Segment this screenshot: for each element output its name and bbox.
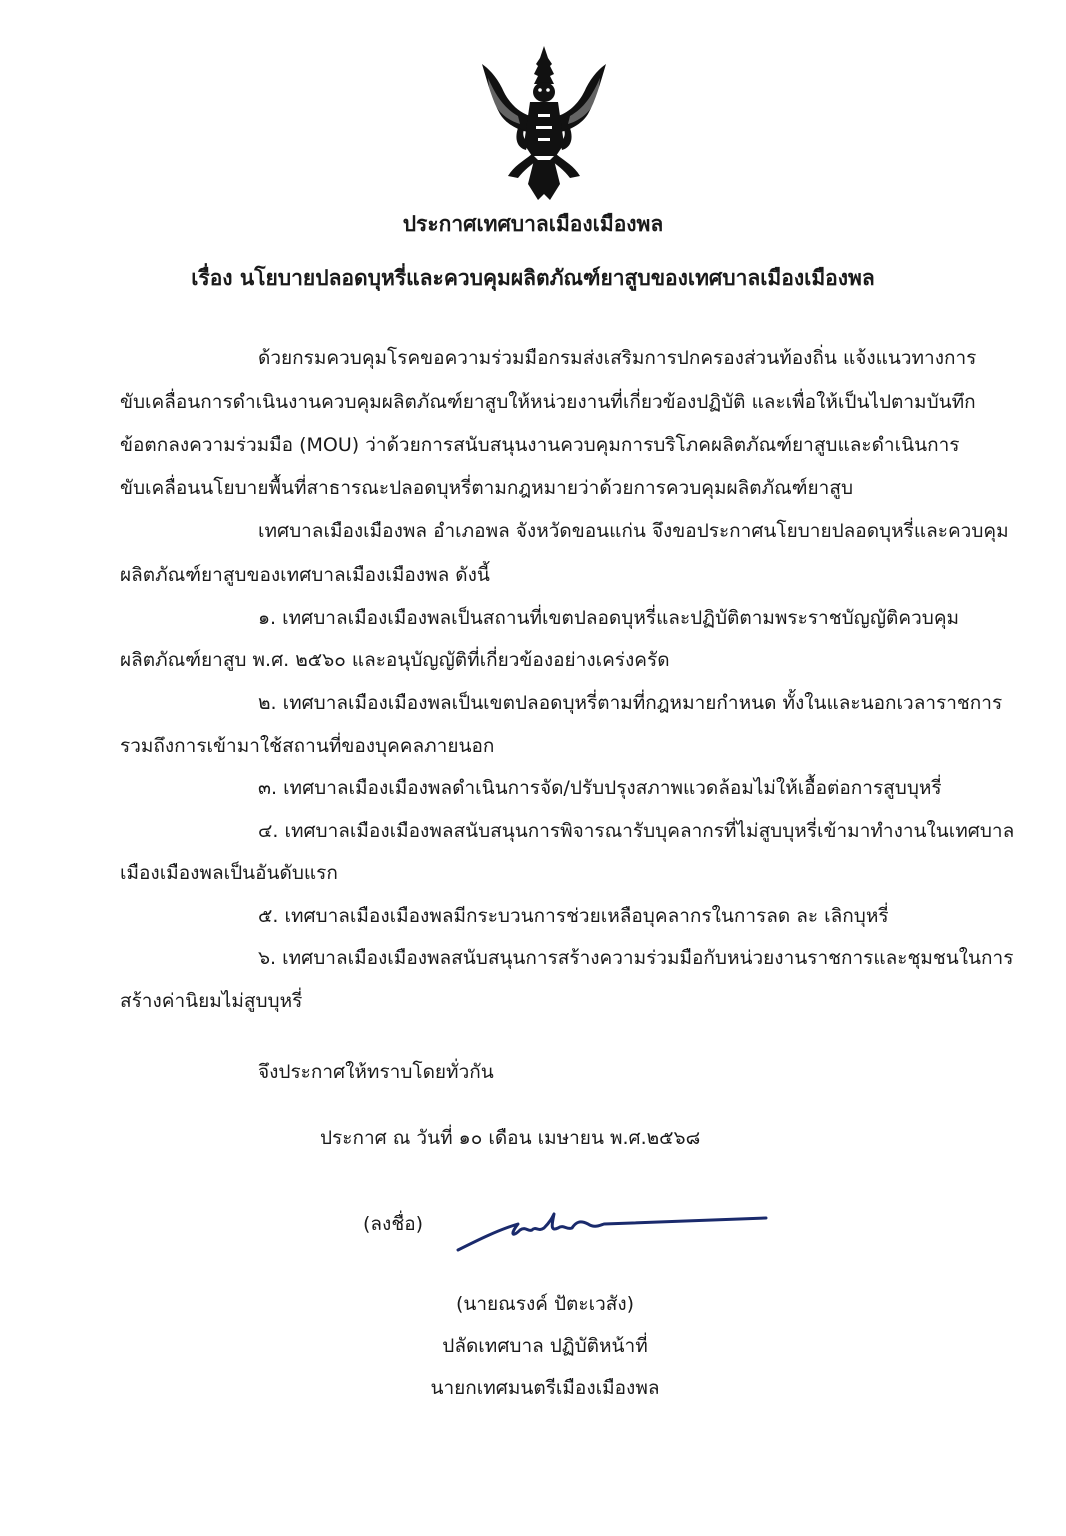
policy-item-2-cont: รวมถึงการเข้ามาใช้สถานที่ของบุคคลภายนอก: [120, 735, 495, 757]
announcement-date: ประกาศ ณ วันที่ ๑๐ เดือน เมษายน พ.ศ.๒๕๖๘: [320, 1127, 701, 1149]
signatory-name: (นายณรงค์ ปัตะเวสัง): [455, 1293, 635, 1315]
closing-statement: จึงประกาศให้ทราบโดยทั่วกัน: [258, 1061, 494, 1083]
policy-item-1-cont: ผลิตภัณฑ์ยาสูบ พ.ศ. ๒๕๖๐ และอนุบัญญัติที่เกี่ยวข้องอย่างเคร่งครัด: [120, 649, 670, 671]
policy-item-5: ๕. เทศบาลเมืองเมืองพลมีกระบวนการช่วยเหลือบุคลากรในการลด ละ เลิกบุหรี่: [258, 905, 889, 927]
announce-line-1: เทศบาลเมืองเมืองพล อำเภอพล จังหวัดขอนแก่น จึงขอประกาศนโยบายปลอดบุหรี่และควบคุม: [258, 520, 1009, 542]
intro-line-3: ข้อตกลงความร่วมมือ (MOU) ว่าด้วยการสนับสนุนงานควบคุมการบริโภคผลิตภัณฑ์ยาสูบและดำเนินการ: [120, 434, 960, 456]
policy-item-6-cont: สร้างค่านิยมไม่สูบบุหรี่: [120, 990, 303, 1012]
policy-item-4-cont: เมืองเมืองพลเป็นอันดับแรก: [120, 862, 338, 884]
announce-line-2: ผลิตภัณฑ์ยาสูบของเทศบาลเมืองเมืองพล ดังนี้: [120, 564, 490, 586]
garuda-emblem-icon: [478, 44, 610, 202]
signatory-position-1: ปลัดเทศบาล ปฏิบัติหน้าที่: [442, 1335, 648, 1357]
policy-item-3: ๓. เทศบาลเมืองเมืองพลดำเนินการจัด/ปรับปรุงสภาพแวดล้อมไม่ให้เอื้อต่อการสูบบุหรี่: [258, 777, 942, 799]
policy-item-6: ๖. เทศบาลเมืองเมืองพลสนับสนุนการสร้างความร่วมมือกับหน่วยงานราชการและชุมชนในการ: [258, 947, 1014, 969]
intro-line-1: ด้วยกรมควบคุมโรคขอความร่วมมือกรมส่งเสริมการปกครองส่วนท้องถิ่น แจ้งแนวทางการ: [258, 347, 977, 369]
policy-item-2: ๒. เทศบาลเมืองเมืองพลเป็นเขตปลอดบุหรี่ตามที่กฎหมายกำหนด ทั้งในและนอกเวลาราชการ: [258, 692, 1003, 714]
intro-line-4: ขับเคลื่อนนโยบายพื้นที่สาธารณะปลอดบุหรี่ตามกฎหมายว่าด้วยการควบคุมผลิตภัณฑ์ยาสูบ: [120, 477, 854, 499]
document-subject: เรื่อง นโยบายปลอดบุหรี่และควบคุมผลิตภัณฑ์ยาสูบของเทศบาลเมืองเมืองพล: [191, 266, 875, 290]
signature-label: (ลงชื่อ): [363, 1213, 424, 1235]
intro-line-2: ขับเคลื่อนการดำเนินงานควบคุมผลิตภัณฑ์ยาสูบให้หน่วยงานที่เกี่ยวข้องปฏิบัติ และเพื่อให้เป็นไปตามบันทึก: [120, 391, 976, 413]
document-title: ประกาศเทศบาลเมืองเมืองพล: [402, 212, 664, 236]
signatory-position-2: นายกเทศมนตรีเมืองเมืองพล: [430, 1377, 660, 1399]
handwritten-signature: [448, 1200, 778, 1270]
policy-item-1: ๑. เทศบาลเมืองเมืองพลเป็นสถานที่เขตปลอดบุหรี่และปฏิบัติตามพระราชบัญญัติควบคุม: [258, 607, 960, 629]
policy-item-4: ๔. เทศบาลเมืองเมืองพลสนับสนุนการพิจารณารับบุคลากรที่ไม่สูบบุหรี่เข้ามาทำงานในเทศบาล: [258, 820, 1015, 842]
